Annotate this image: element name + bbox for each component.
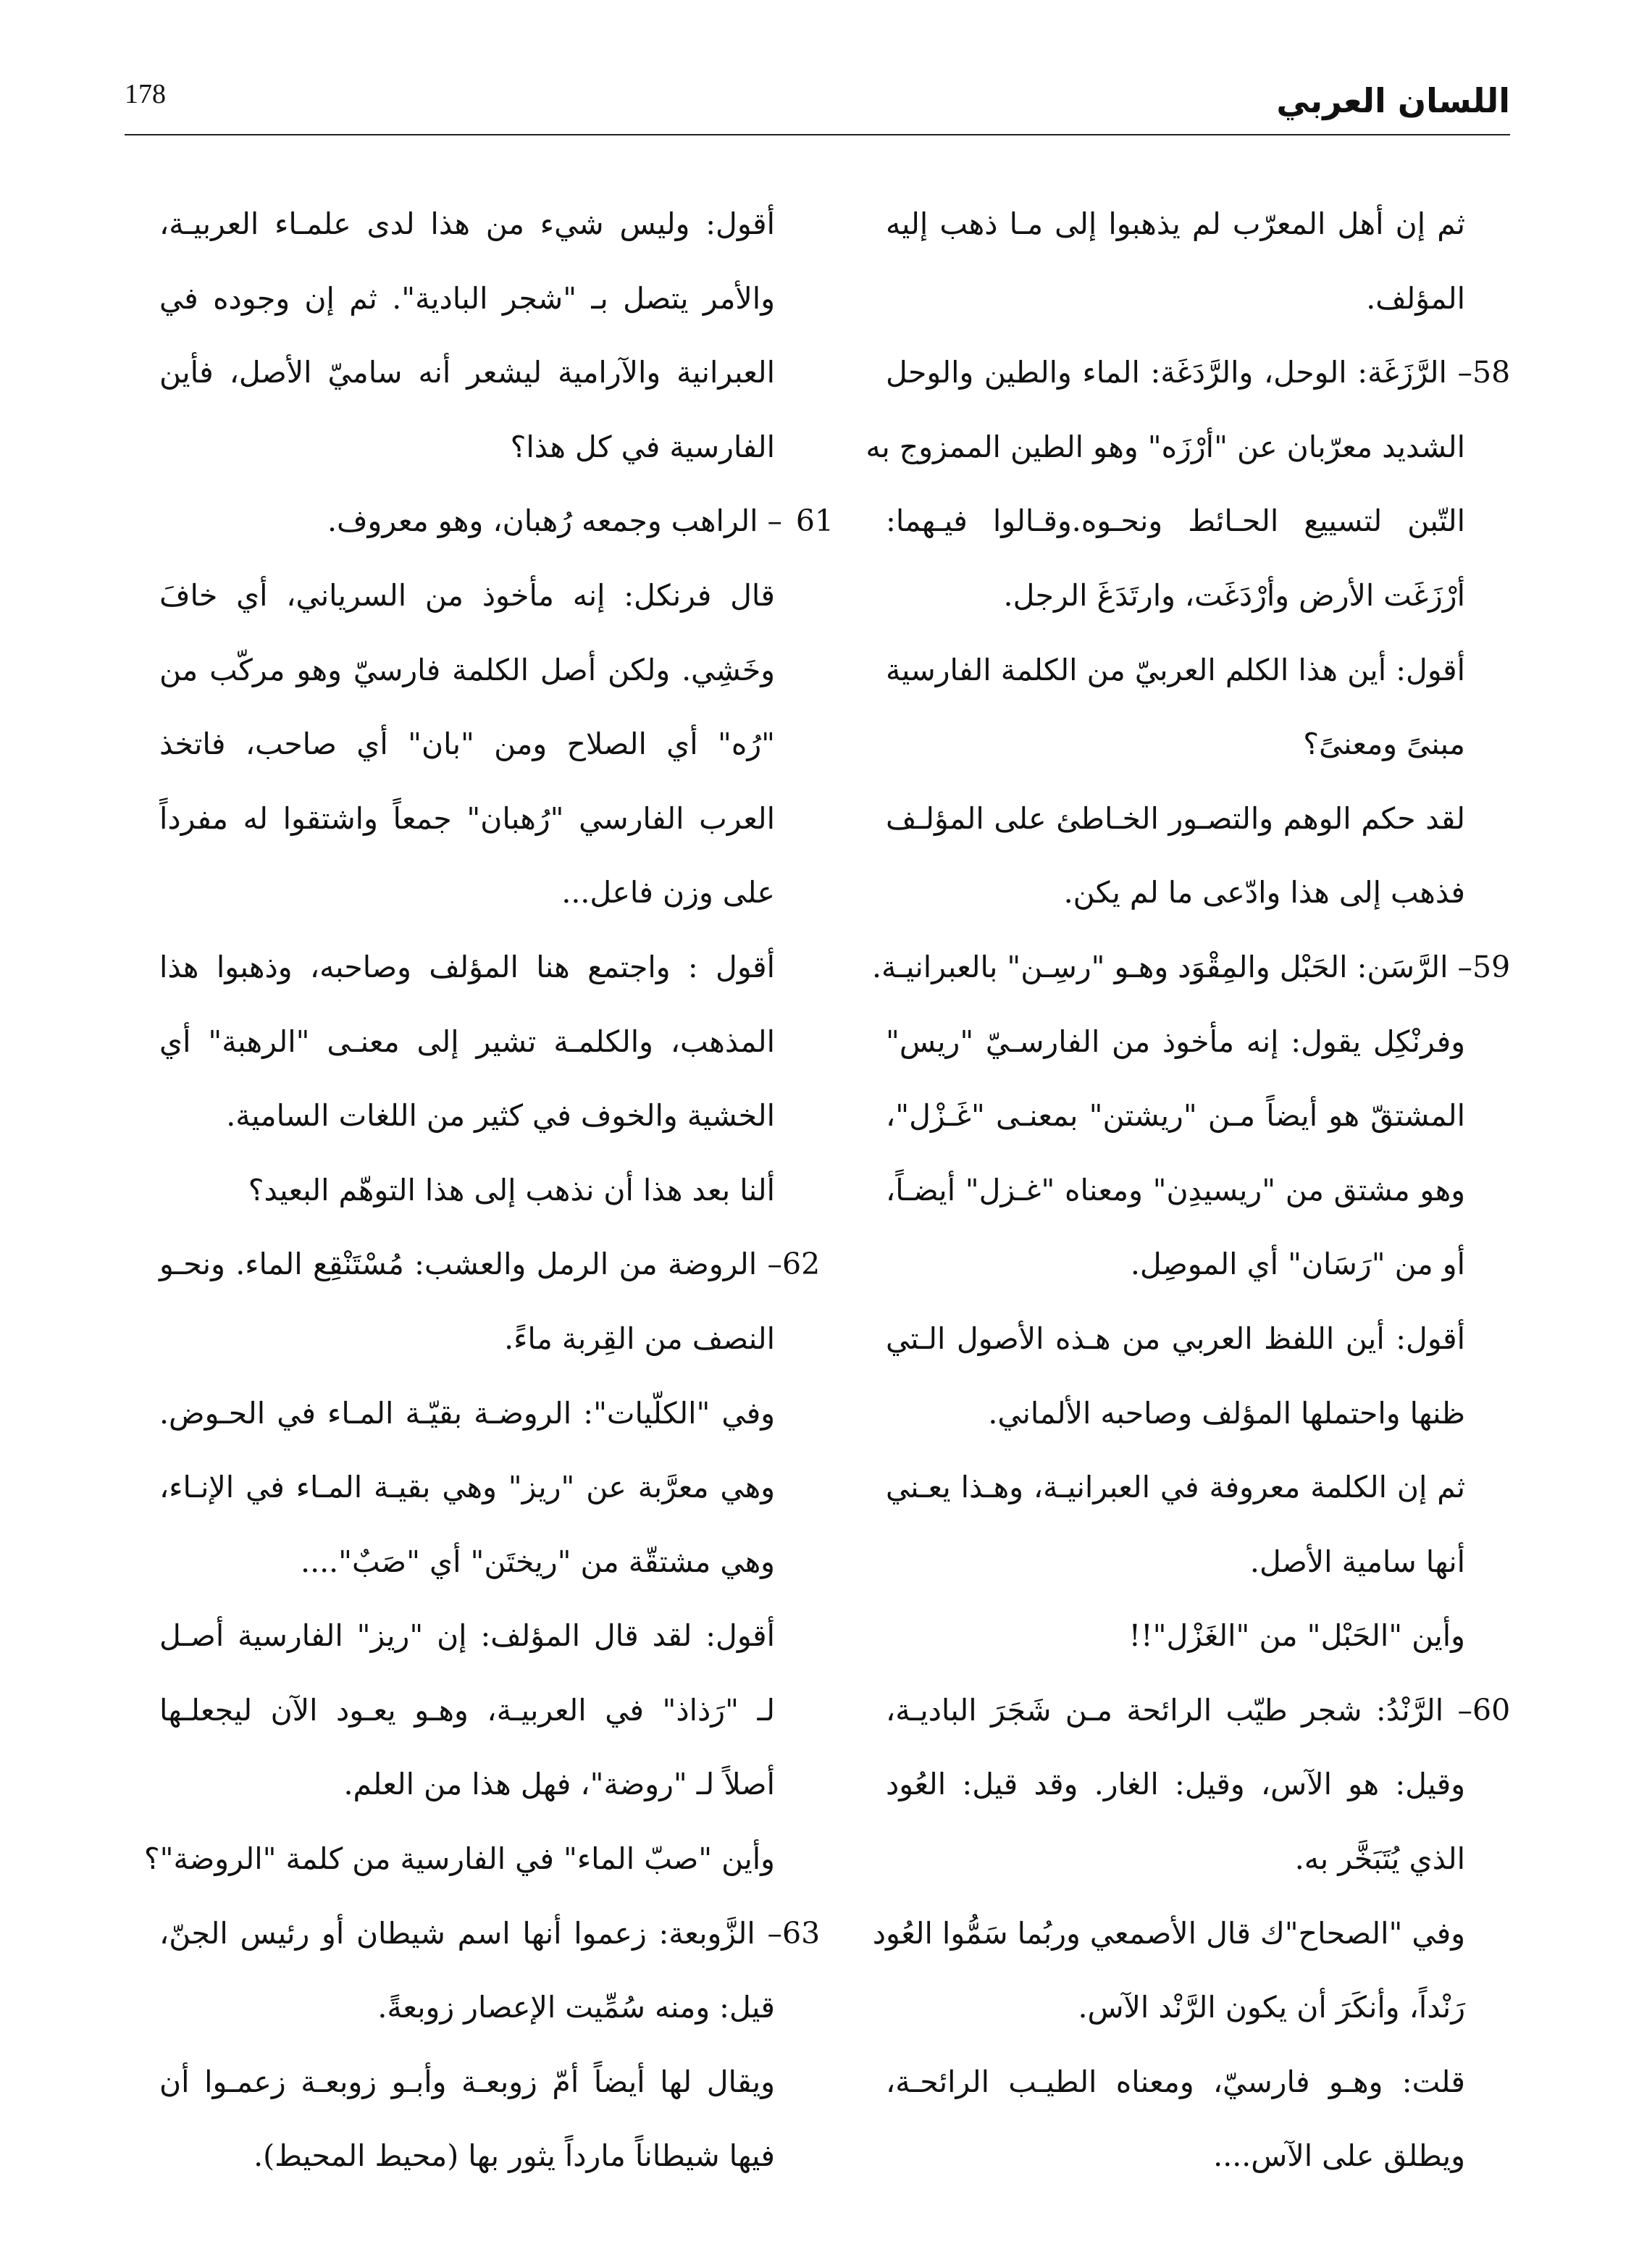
entry-number: 59 bbox=[1472, 949, 1511, 984]
text-line bbox=[886, 1822, 1465, 1896]
text-line bbox=[886, 261, 1465, 336]
line-text: وهي معرَّبة عن "ريز" وهي بقيـة المـاء في الإنـاء، bbox=[159, 1470, 775, 1505]
line-text: العبرانية والآرامية ليشعر أنه ساميّ الأصل، فأين bbox=[159, 355, 775, 390]
line-text: فيها شيطاناً مارداً يثور بها (محيط المحيط). bbox=[253, 2138, 775, 2174]
text-line bbox=[886, 1673, 1511, 1748]
line-text: وخَشِي. ولكن أصل الكلمة فارسيّ وهو مركّب من bbox=[159, 652, 775, 687]
text-line bbox=[872, 1896, 1465, 1971]
line-text: أقول: لقد قال المؤلف: إن "ريز" الفارسية أصـل bbox=[159, 1618, 775, 1654]
left-column bbox=[143, 187, 834, 2193]
text-line bbox=[886, 633, 1465, 708]
text-line bbox=[143, 1822, 775, 1896]
line-text: الذي يُتَبَخَّر به. bbox=[1294, 1841, 1465, 1877]
text-line bbox=[159, 1005, 775, 1079]
text-line bbox=[159, 1970, 775, 2045]
text-line bbox=[886, 1525, 1465, 1599]
line-text: وفي "الصحاح"ك قال الأصمعي وربُما سَمُّوا العُود bbox=[872, 1915, 1465, 1951]
text-line bbox=[159, 484, 834, 558]
line-text: أقول: أين هذا الكلم العربيّ من الكلمة الفارسية bbox=[886, 652, 1465, 687]
line-text: وأين "الحَبْل" من "الغَزْل"!! bbox=[1128, 1618, 1465, 1654]
text-line bbox=[159, 1450, 775, 1525]
text-line bbox=[159, 2119, 775, 2193]
header-divider bbox=[125, 134, 1510, 135]
text-line bbox=[886, 1599, 1465, 1673]
line-text: لقد حكم الوهم والتصـور الخـاطئ على المؤلـف bbox=[886, 800, 1465, 836]
line-text: أقول : واجتمع هنا المؤلف وصاحبه، وذهبوا هذا bbox=[159, 949, 775, 984]
line-text: المشتقّ هو أيضاً مـن "ريشتن" بمعنـى "غَـزْل"، bbox=[886, 1098, 1465, 1134]
entry-number: 63 bbox=[782, 1915, 821, 1951]
text-line bbox=[159, 1747, 775, 1822]
line-text: قيل: ومنه سُمِّيت الإعصار زوبعةً. bbox=[377, 1990, 775, 2025]
line-text: أقول: أين اللفظ العربي من هـذه الأصول الـتي bbox=[886, 1321, 1465, 1356]
text-line bbox=[886, 1302, 1465, 1376]
line-text: لـ "رَذاذ" في العربيـة، وهـو يعـود الآن ليجعلـها bbox=[159, 1692, 775, 1728]
entry-number: 60 bbox=[1472, 1692, 1511, 1728]
line-text: أنها سامية الأصل. bbox=[1249, 1544, 1465, 1579]
line-text: – الرَّسَن: الحَبْل والمِقْوَد وهـو "رسِـن" بالعبرانيـة. bbox=[872, 949, 1472, 984]
right-column bbox=[865, 187, 1511, 2193]
text-line bbox=[886, 335, 1511, 410]
text-line bbox=[159, 855, 775, 930]
text-line bbox=[886, 1227, 1465, 1302]
line-text: وأين "صبّ الماء" في الفارسية من كلمة "الروضة"؟ bbox=[143, 1841, 775, 1877]
text-line bbox=[159, 187, 775, 261]
line-text: – الروضة من الرمل والعشب: مُسْتَنْقِع الماء. ونحـو bbox=[159, 1247, 782, 1282]
text-line bbox=[886, 1970, 1465, 2045]
text-line bbox=[886, 1376, 1465, 1451]
line-text: المذهب، والكلمـة تشير إلى معنـى "الرهبة" أي bbox=[159, 1024, 775, 1059]
line-text: "رُه" أي الصلاح ومن "بان" أي صاحب، فاتخذ bbox=[159, 727, 775, 762]
text-line bbox=[159, 1153, 775, 1228]
text-line bbox=[886, 1005, 1465, 1079]
text-line bbox=[159, 1079, 775, 1153]
line-text: الشديد معرّبان عن "أرْزَه" وهو الطين الممزوج به bbox=[865, 429, 1465, 464]
text-line bbox=[886, 2119, 1465, 2193]
line-text: وفي "الكلّيات": الروضـة بقيّـة المـاء في الحـوض. bbox=[159, 1395, 775, 1431]
line-text: الفارسية في كل هذا؟ bbox=[510, 429, 775, 464]
text-line bbox=[159, 1302, 775, 1376]
line-text: فذهب إلى هذا وادّعى ما لم يكن. bbox=[1063, 875, 1465, 911]
line-text: مبنىً ومعنىً؟ bbox=[1303, 727, 1465, 762]
text-line bbox=[159, 1599, 775, 1673]
line-text: وهي مشتقّة من "ريختَن" أي "صَبٌ".... bbox=[301, 1544, 775, 1579]
text-line bbox=[159, 707, 775, 782]
line-text: وفرنْكِل يقول: إنه مأخوذ من الفارسـيّ "ريس" bbox=[886, 1024, 1465, 1059]
text-line bbox=[886, 1153, 1465, 1228]
text-line bbox=[886, 855, 1465, 930]
line-text: ثم إن أهل المعرّب لم يذهبوا إلى مـا ذهب إليه bbox=[886, 206, 1465, 241]
text-line bbox=[159, 782, 775, 856]
line-text: ألنا بعد هذا أن نذهب إلى هذا التوهّم البعيد؟ bbox=[248, 1172, 775, 1208]
text-line bbox=[159, 1525, 775, 1599]
entry-number: 61 bbox=[795, 503, 834, 539]
text-line bbox=[886, 187, 1465, 261]
text-line bbox=[159, 1376, 775, 1451]
line-text: – الرَّزَغَة: الوحل، والرَّدَغَة: الماء والطين والوحل bbox=[886, 355, 1472, 390]
text-line bbox=[159, 633, 775, 708]
line-text: المؤلف. bbox=[1366, 280, 1465, 316]
text-line bbox=[159, 2045, 775, 2120]
text-line bbox=[886, 1450, 1465, 1525]
line-text: وهو مشتق من "ريسيدِن" ومعناه "غـزل" أيضـاً، bbox=[886, 1172, 1465, 1208]
line-text: أصلاً لـ "روضة"، فهل هذا من العلم. bbox=[343, 1767, 775, 1802]
text-line bbox=[159, 261, 775, 336]
line-text: ويقال لها أيضاً أمّ زوبعـة وأبـو زوبعـة زعمـوا أن bbox=[159, 2064, 775, 2099]
text-line bbox=[886, 484, 1465, 558]
line-text: – الراهب وجمعه رُهبان، وهو معروف. bbox=[327, 503, 782, 539]
page-number: 178 bbox=[125, 79, 166, 109]
text-line bbox=[865, 410, 1465, 485]
text-line bbox=[159, 410, 775, 485]
line-text: أقول: وليس شيء من هذا لدى علمـاء العربيـة، bbox=[159, 206, 775, 241]
line-text: ظنها واحتملها المؤلف وصاحبه الألماني. bbox=[988, 1395, 1465, 1431]
text-line bbox=[886, 782, 1465, 856]
text-line bbox=[159, 335, 775, 410]
text-line bbox=[886, 1747, 1465, 1822]
line-text: الخشية والخوف في كثير من اللغات السامية. bbox=[226, 1098, 775, 1134]
text-line bbox=[159, 930, 775, 1005]
line-text: على وزن فاعل... bbox=[561, 875, 775, 911]
line-text: – الرَّنْدُ: شجر طيّب الرائحة مـن شَجَرَ الباديـة، bbox=[886, 1692, 1472, 1728]
line-text: التّبن لتسييع الحـائط ونحـوه.وقـالوا فيـهما: bbox=[886, 503, 1465, 539]
line-text: ويطلق على الآس.... bbox=[1213, 2138, 1465, 2174]
text-line bbox=[159, 1673, 775, 1748]
entry-number: 62 bbox=[782, 1247, 821, 1282]
text-line bbox=[872, 930, 1511, 1005]
text-line bbox=[159, 1227, 821, 1302]
text-line bbox=[159, 1896, 821, 1971]
entry-number: 58 bbox=[1472, 355, 1511, 390]
line-text: العرب الفارسي "رُهبان" جمعاً واشتقوا له مفرداً bbox=[159, 800, 775, 836]
text-line bbox=[886, 2045, 1465, 2120]
line-text: قال فرنكل: إنه مأخوذ من السرياني، أي خافَ bbox=[159, 577, 775, 613]
journal-title: اللسان العربي bbox=[1276, 81, 1510, 120]
text-line bbox=[886, 558, 1465, 633]
line-text: النصف من القِربة ماءً. bbox=[504, 1321, 775, 1356]
line-text: قلت: وهـو فارسيّ، ومعناه الطيـب الرائحـة، bbox=[886, 2064, 1465, 2099]
line-text: أو من "رَسَان" أي الموصِل. bbox=[1130, 1247, 1465, 1282]
text-line bbox=[886, 707, 1465, 782]
line-text: أرْزَغَت الأرض وأرْدَغَت، وارتَدَغَ الرجل. bbox=[1003, 577, 1465, 613]
text-line bbox=[159, 558, 775, 633]
line-text: ثم إن الكلمة معروفة في العبرانيـة، وهـذا يعـني bbox=[886, 1470, 1465, 1505]
line-text: رَنْداً، وأنكَرَ أن يكون الرَّنْد الآس. bbox=[1078, 1990, 1465, 2025]
line-text: وقيل: هو الآس، وقيل: الغار. وقد قيل: العُود bbox=[886, 1767, 1465, 1802]
text-line bbox=[886, 1079, 1465, 1153]
line-text: – الزَّوبعة: زعموا أنها اسم شيطان أو رئيس الجنّ، bbox=[159, 1915, 782, 1951]
line-text: والأمر يتصل بـ "شجر البادية". ثم إن وجوده في bbox=[159, 280, 775, 316]
